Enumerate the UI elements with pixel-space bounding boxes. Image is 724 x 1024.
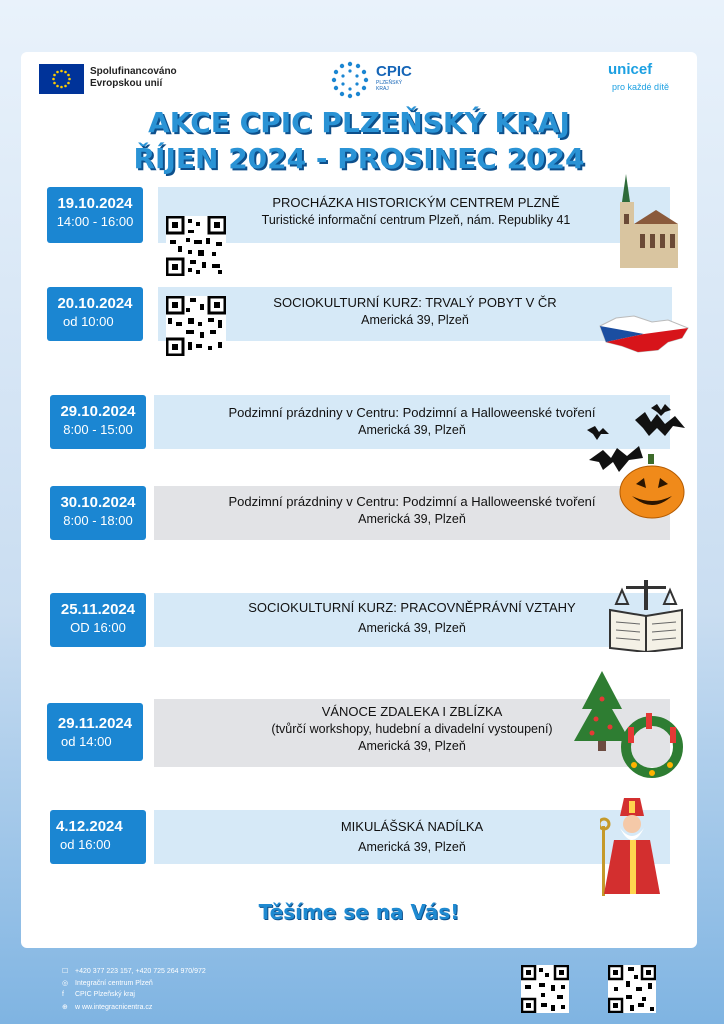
event-time: OD 16:00 xyxy=(70,620,126,635)
event-1-box xyxy=(158,187,670,243)
cpic-name: CPIC xyxy=(376,63,412,80)
phone-icon: ☐ xyxy=(62,968,69,975)
event-2-qr-code[interactable] xyxy=(166,296,226,356)
footer-facebook[interactable] xyxy=(62,991,135,998)
event-time: 8:00 - 18:00 xyxy=(63,513,133,528)
event-place: Americká 39, Plzeň xyxy=(361,313,469,327)
event-2-date-box xyxy=(47,287,143,341)
event-1-date-box xyxy=(47,187,143,243)
event-place: Americká 39, Plzeň xyxy=(358,621,466,635)
event-6-date-box xyxy=(47,703,143,761)
event-date: 29.11.2024 xyxy=(57,715,133,732)
event-date: 25.11.2024 xyxy=(60,601,136,618)
event-date: 19.10.2024 xyxy=(57,195,133,212)
globe-icon: ⊕ xyxy=(62,1004,68,1011)
eu-cofinanced-label: Spolufinancováno Evropskou unií xyxy=(90,66,177,89)
title-line-2: ŘÍJEN 2024 - PROSINEC 2024 xyxy=(133,142,585,175)
footer-qr-code-2[interactable] xyxy=(608,965,656,1013)
event-5-date-box xyxy=(50,593,146,647)
event-title: Podzimní prázdniny v Centru: Podzimní a Halloweenské tvoření xyxy=(228,405,596,420)
event-time: od 14:00 xyxy=(61,734,112,749)
event-2-box xyxy=(158,287,672,341)
phone-text: +420 377 223 157, +420 725 264 970/972 xyxy=(75,968,206,975)
event-title: SOCIOKULTURNÍ KURZ: PRACOVNĚPRÁVNÍ VZTAHY xyxy=(248,600,576,615)
event-time: od 16:00 xyxy=(60,837,111,852)
event-4-box xyxy=(154,486,670,540)
title-line-1: AKCE CPIC PLZEŇSKÝ KRAJ xyxy=(148,106,570,139)
footer-instagram[interactable] xyxy=(62,979,153,987)
cathedral-icon xyxy=(616,174,682,275)
event-5-box xyxy=(154,593,670,647)
web-text: w ww.integracnicentra.cz xyxy=(75,1004,153,1011)
cpic-sub: PLZEŇSKÝ KRAJ xyxy=(376,80,403,92)
event-place: Americká 39, Plzeň xyxy=(358,423,466,437)
event-date: 20.10.2024 xyxy=(57,295,133,312)
event-title: Podzimní prázdniny v Centru: Podzimní a Halloweenské tvoření xyxy=(228,494,596,509)
event-1-qr-code[interactable] xyxy=(166,216,226,276)
event-3-date-box xyxy=(50,395,146,449)
event-time: 8:00 - 15:00 xyxy=(63,422,133,437)
saint-nicholas-icon xyxy=(600,796,672,903)
event-place: Americká 39, Plzeň xyxy=(358,840,466,854)
unicef-tagline: pro každé dítě xyxy=(612,82,670,92)
event-place: Americká 39, Plzeň xyxy=(358,512,466,526)
event-7-date-box xyxy=(50,810,146,864)
event-title: SOCIOKULTURNÍ KURZ: TRVALÝ POBYT V ČR xyxy=(273,295,557,310)
footer-qr-code-1[interactable] xyxy=(521,965,569,1013)
event-place: Americká 39, Plzeň xyxy=(358,739,466,753)
event-title: MIKULÁŠSKÁ NADÍLKA xyxy=(340,819,484,834)
footer-web[interactable] xyxy=(62,1003,152,1011)
facebook-text: CPIC Plzeňský kraj xyxy=(75,991,135,998)
event-time: 14:00 - 16:00 xyxy=(56,214,134,229)
instagram-icon: ◎ xyxy=(62,980,69,987)
christmas-tree-wreath-icon xyxy=(572,669,684,786)
unicef-logo: unicef xyxy=(608,61,653,78)
closing-message: Těšíme se na Vás! xyxy=(258,900,460,924)
event-7-box xyxy=(154,810,670,864)
instagram-text: Integrační centrum Plzeň xyxy=(75,980,153,987)
event-subtitle: (tvůrčí workshopy, hudební a divadelní vystoupení) xyxy=(271,722,553,736)
footer-phone xyxy=(62,967,206,975)
event-place: Turistické informační centrum Plzeň, nám. Republiky 41 xyxy=(261,213,571,227)
event-date: 30.10.2024 xyxy=(60,494,136,511)
event-time: od 10:00 xyxy=(63,314,114,329)
pumpkin-icon xyxy=(618,452,686,525)
event-date: 4.12.2024 xyxy=(56,818,123,835)
event-title: VÁNOCE ZDALEKA I ZBLÍZKA xyxy=(321,704,503,719)
event-title: PROCHÁZKA HISTORICKÝM CENTREM PLZNĚ xyxy=(272,195,560,210)
facebook-icon: f xyxy=(62,991,64,998)
cpic-logo-icon xyxy=(330,60,370,105)
event-date: 29.10.2024 xyxy=(60,403,136,420)
eu-flag-icon xyxy=(39,64,84,94)
czech-map-icon xyxy=(598,312,690,359)
event-4-date-box xyxy=(50,486,146,540)
law-book-icon xyxy=(606,576,686,657)
